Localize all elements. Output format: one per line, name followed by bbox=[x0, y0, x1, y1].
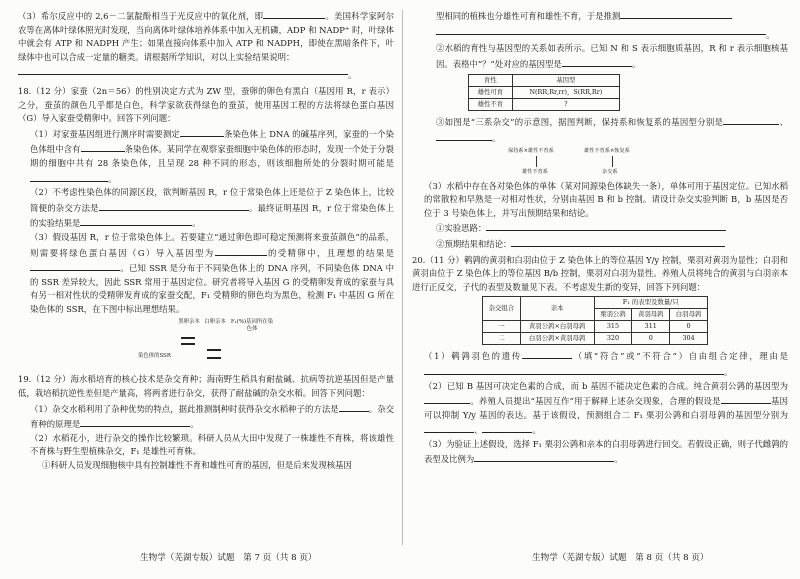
answer-blank[interactable] bbox=[436, 130, 492, 141]
table-cell: 雄性不育 bbox=[469, 99, 513, 111]
cross-arrow bbox=[612, 156, 613, 167]
answer-blank[interactable] bbox=[424, 393, 470, 404]
answer-blank[interactable] bbox=[721, 393, 771, 404]
table-row bbox=[483, 333, 708, 345]
q20-sub1: （1）鹌鹑羽色的遗传 （填“符合”或“不符合”）自由组合定律，理由是。 bbox=[412, 348, 788, 379]
answer-blank[interactable] bbox=[80, 416, 190, 427]
q17-part3: （3）希尔反应中的 2,6－二氯靛酚相当于光反应中的氧化剂，即 。美国科学家阿尔农等在离体叶绿体照光时发现，当向离体叶绿体培养体系中加入无机磷，ADP 和 NADP⁺ 时，叶绿体中就会有 ATP 和 NADPH 产生；如果直接向体系中加入 ATP 和 NADPH，即使在黑暗条件下，叶绿体中也可以合成一定量的糖类。请根据所学知识，对以上实验结果说明： bbox=[18, 8, 394, 64]
table-header: 育性 bbox=[469, 75, 513, 87]
three-line-cross-diagram bbox=[412, 148, 788, 178]
answer-line[interactable] bbox=[18, 64, 348, 75]
q20-stem: 20.（11 分）鹌鹑的黄羽和白羽由位于 Z 染色体上的等位基因 Y/y 控制，栗羽对黄羽为显性；白羽和黄羽由位于 Z 染色体上的等位基因 B/b 控制，栗羽对白羽为显性。养殖人员将纯合的黄羽与白羽亲本进行正反交，子代的表型及数量见下表。不考虑发生新的变异，回答下列问题： bbox=[412, 254, 788, 292]
q18-sub1: （1）对家蚕基因组进行测序时需要测定 条染色体上 DNA 的碱基序列，家蚕的一个染色体组中含有 条染色体。某同学在观察家蚕细胞中染色体的形态时，发现一个处于分裂期的细胞中共有 28 条染色体，且呈现 28 种不同的形态，则该细胞所处的分裂时期可能是。 bbox=[18, 126, 394, 186]
table-header-row bbox=[469, 75, 620, 87]
answer-blank[interactable] bbox=[562, 56, 632, 67]
gel-band bbox=[207, 357, 221, 359]
cross-child-sterile: 雄性不育系 bbox=[522, 168, 548, 175]
q19-sub3-idea: ①实验思路： bbox=[412, 220, 788, 236]
table-header: F₁ 的表型及数量/只 bbox=[594, 297, 707, 309]
answer-blank[interactable] bbox=[620, 8, 732, 19]
cross-parent-maintainer: 保持系×雄性不育系 bbox=[508, 147, 554, 154]
answer-blank[interactable] bbox=[81, 141, 125, 152]
cross-child-hybrid: 杂交系 bbox=[602, 168, 618, 175]
table-header: 黄羽母鹑 bbox=[632, 309, 670, 321]
gel-band bbox=[181, 343, 195, 345]
q19-sub2-part1: ①科研人员发现细胞核中具有控制雄性不育和雄性可育的基因，但是后来发现核基因 bbox=[42, 460, 352, 471]
answer-blank[interactable] bbox=[511, 236, 725, 247]
answer-blank[interactable] bbox=[215, 245, 267, 256]
answer-blank[interactable] bbox=[263, 8, 325, 19]
table-row bbox=[469, 87, 620, 99]
table-cell: 320 bbox=[594, 333, 632, 345]
table-header: 白羽母鹑 bbox=[670, 309, 708, 321]
table-cell: 311 bbox=[632, 321, 670, 333]
gel-band bbox=[181, 337, 195, 339]
answer-blank[interactable] bbox=[30, 260, 120, 271]
q18-stem: 18.（12 分）家蚕（2n＝56）的性别决定方式为 ZW 型，蚕卵的卵色有黑白（基因用 R，r 表示）之分，蚕茧的颜色几乎都是白色，科学家欲获得绿色的蚕茧，使用基因工程的方法将绿色蛋白基因（G）导入家蚕受精卵中。回答下列问题： bbox=[18, 85, 394, 124]
cross-arrow bbox=[536, 156, 537, 167]
q18-sub2: （2）不考虑性染色体的同源区段，欲判断基因 R，r 位于常染色体上还是位于 Z 染色体上，比较简便的杂交方法是 。最终证明基因 R，r 位于常染色体上的实验结果是 。 bbox=[30, 187, 394, 229]
gel-axis-label: 染色体的SSR bbox=[138, 353, 171, 360]
cross-result-table bbox=[482, 296, 708, 345]
q20-sub2: （2）已知 B 基因可决定色素的合成，而 b 基因不能决定色素的合成。纯合黄羽公鹑的基因型为。养殖人员提出“基因互作”用于解释上述杂交现象，合理的假设是 基因可以抑制 Y/y 基因的表达。基于该假设，预测组合二 F₁ 栗羽公鹑和白羽母鹑的基因型分别为、 。 bbox=[424, 380, 788, 436]
page-footer-right: 生物学（芜湖专版）试题 第 8 页（共 8 页） bbox=[532, 553, 709, 563]
table-cell: 0 bbox=[632, 333, 670, 345]
q19-stem: 19.（12 分）海水稻培育的核心技术是杂交育种；海南野生稻具有耐盐碱、抗病等抗逆基因但是产量低，栽培稻抗逆性差但是产量高，将两者进行杂交，获得了耐盐碱的杂交水稻。回答下列问题： bbox=[18, 374, 394, 399]
answer-blank[interactable] bbox=[482, 422, 532, 433]
table-cell: 304 bbox=[670, 333, 708, 345]
gel-label-f1: F₁(%)基因所在染色体 bbox=[230, 319, 274, 332]
gel-label-white: 白卵亲本 bbox=[204, 319, 226, 326]
table-cell: 315 bbox=[594, 321, 632, 333]
table-cell: 0 bbox=[670, 321, 708, 333]
table-header: 杂交组合 bbox=[483, 297, 521, 321]
table-row bbox=[469, 99, 620, 111]
q19-sub2-part2: ②水稻的育性与基因型的关系如表所示。已知 N 和 S 表示细胞质基因，R 和 r 表示细胞核基因。表格中“？”处对应的基因型是 。 bbox=[436, 43, 788, 69]
table-cell: N(RR,Rr,rr)，S(RR,Rr) bbox=[512, 87, 619, 99]
q19-sub3-result: ②预期结果和结论： bbox=[412, 236, 788, 252]
answer-blank[interactable] bbox=[424, 422, 474, 433]
answer-blank[interactable] bbox=[30, 171, 108, 182]
answer-blank[interactable] bbox=[486, 220, 726, 231]
q19-sub2-part3: ③如图是“三系杂交”的示意图，据图判断，保持系和恢复系的基因型分别是 、。 bbox=[412, 114, 788, 145]
q19-sub2: （2）水稻花小，进行杂交的操作比较繁琐。科研人员从大田中发现了一株雄性不育株，将该雄性不育株与野生型植株杂交，F₁ 是雄性可育株。 bbox=[30, 432, 394, 457]
q19-sub2-part1-cont: 型相同的植株也分雄性可育和雄性不育，于是推测 bbox=[412, 8, 788, 24]
answer-line[interactable] bbox=[436, 24, 766, 35]
table-header: 亲本 bbox=[520, 297, 594, 321]
table-cell: 二 bbox=[483, 333, 521, 345]
column-divider bbox=[402, 10, 403, 545]
answer-blank[interactable] bbox=[180, 126, 224, 137]
right-column: 型相同的植株也分雄性可育和雄性不育，于是推测 。 ②水稻的育性与基因型的关系如表所示。已知 N 和 S 表示细胞质基因，R 和 r 表示细胞核基因。表格中“？”处对应的基因型是 。 育性 基因型 雄性可育 N(RR,Rr,rr)，S(RR,Rr) 雄性不育 ? ③如图是“三系杂交”的示意图，据图判断，保持系和恢复系的基因型分别是 、。 保持系×雄性不育系 雄性不育系×恢复系 雄性不育系 杂交系 （3）水稻中存在各对染色体的单体（某对同源染色体缺失一条），单体可用于基因定位。已知水稻的常散粒和早熟是一对相对性状，分别由基因 B 和 b 控制。请设计杂交实验判断 B，b 基因是否位于 3 号染色体上，并写出预期结果和结论。 ①实验思路： ②预期结果和结论： 20.（11 分）鹌鹑的黄羽和白羽由位于 Z 染色体上的等位基因 Y/y 控制，栗羽对黄羽为显性；白羽和黄羽由位于 Z 染色体上的等位基因 B/b 控制，栗羽对白羽为显性。养殖人员将纯合的黄羽与白羽亲本进行正反交，子代的表型及数量见下表。不考虑发生新的变异，回答下列问题： 杂交组合 亲本 F₁ 的表型及数量/只 栗羽公鹑 黄羽母鹑 白羽母鹑 一 黄羽公鹑×白羽母鹑 315 311 0 二 白羽公鹑×黄羽母鹑 320 0 304 （1）鹌鹑羽色的遗传 （填“符合”或“不符合”）自由组合定律，理由是。 （2）已知 B 基因可决定色素的合成，而 b 基因不能决定色素的合成。纯合黄羽公鹑的基因型为。养殖人员提出“基因互作”用于解释上述杂交现象，合理的假设是 基因可以抑制 Y/y 基因的表达。基于该假设，预测组合二 F₁ 栗羽公鹑和白羽母鹑的基因型分别为、 。 （3）为验证上述假设，选择 F₁ 栗羽公鹑和亲本的白羽母鹑进行回交。若假设正确，则子代雌鹑的表型及比例为 。 bbox=[412, 8, 788, 548]
q20-sub3: （3）为验证上述假设，选择 F₁ 栗羽公鹑和亲本的白羽母鹑进行回交。若假设正确，则子代雌鹑的表型及比例为 。 bbox=[424, 438, 788, 465]
q19-sub1: （1）杂交水稻利用了杂种优势的特点，据此推测制种时获得杂交水稻种子的方法是 。杂交育种的原理是 。 bbox=[18, 401, 394, 432]
answer-blank[interactable] bbox=[522, 348, 572, 359]
table-cell: 白羽公鹑×黄羽母鹑 bbox=[520, 333, 594, 345]
table-header: 栗羽公鹑 bbox=[594, 309, 632, 321]
page-footer-left: 生物学（芜湖专版）试题 第 7 页（共 8 页） bbox=[140, 553, 317, 563]
answer-blank[interactable] bbox=[80, 215, 192, 226]
answer-blank[interactable] bbox=[723, 114, 779, 125]
table-row bbox=[483, 321, 708, 333]
gel-band bbox=[207, 349, 221, 351]
table-cell: 一 bbox=[483, 321, 521, 333]
answer-blank[interactable] bbox=[424, 364, 724, 375]
q18-sub3: （3）假设基因 R，r 位于常染色体上。若要建立“通过卵色即可稳定预测将来蚕茧颜色”的品系，则需要将绿色蛋白基因（G）导入基因型为 的受精卵中，且理想的结果是。已知 SSR 是分布于不同染色体上的 DNA 序列，不同染色体 DNA 中的 SSR 差异较大，因此 SSR 常用于基因定位。研究者将导入基因 G 的受精卵发育成的家蚕与具有另一相对性状的受精卵发育成的家蚕交配，F₁ 受精卵的卵色均为黑色，检测 F₁ 中基因 G 所在染色体的 SSR，在下图中标出理想结果。 bbox=[30, 231, 394, 314]
answer-blank[interactable] bbox=[474, 451, 614, 462]
fertility-genotype-table bbox=[468, 74, 620, 111]
table-cell: 雄性可育 bbox=[469, 87, 513, 99]
ssr-gel-figure bbox=[18, 319, 394, 371]
cross-parent-restorer: 雄性不育系×恢复系 bbox=[584, 147, 630, 154]
answer-blank[interactable] bbox=[339, 401, 369, 412]
table-cell: ? bbox=[512, 99, 619, 111]
q19-sub3: （3）水稻中存在各对染色体的单体（某对同源染色体缺失一条），单体可用于基因定位。已知水稻的常散粒和早熟是一对相对性状，分别由基因 B 和 b 控制。请设计杂交实验判断 B，b 基因是否位于 3 号染色体上，并写出预期结果和结论。 bbox=[424, 180, 788, 218]
left-column: （3）希尔反应中的 2,6－二氯靛酚相当于光反应中的氧化剂，即 。美国科学家阿尔农等在离体叶绿体照光时发现，当向离体叶绿体培养体系中加入无机磷，ADP 和 NADP⁺ 时，叶绿体中就会有 ATP 和 NADPH 产生；如果直接向体系中加入 ATP 和 NADPH，即使在黑暗条件下，叶绿体中也可以合成一定量的糖类。请根据所学知识，对以上实验结果说明： 。 18.（12 分）家蚕（2n＝56）的性别决定方式为 ZW 型，蚕卵的卵色有黑白（基因用 R，r 表示）之分，蚕茧的颜色几乎都是白色，科学家欲获得绿色的蚕茧，使用基因工程的方法将绿色蛋白基因（G）导入家蚕受精卵中。回答下列问题： （1）对家蚕基因组进行测序时需要测定 条染色体上 DNA 的碱基序列，家蚕的一个染色体组中含有 条染色体。某同学在观察家蚕细胞中染色体的形态时，发现一个处于分裂期的细胞中共有 28 条染色体，且呈现 28 种不同的形态，则该细胞所处的分裂时期可能是。 （2）不考虑性染色体的同源区段，欲判断基因 R，r 位于常染色体上还是位于 Z 染色体上，比较简便的杂交方法是 。最终证明基因 R，r 位于常染色体上的实验结果是 。 （3）假设基因 R，r 位于常染色体上。若要建立“通过卵色即可稳定预测将来蚕茧颜色”的品系，则需要将绿色蛋白基因（G）导入基因型为 的受精卵中，且理想的结果是。已知 SSR 是分布于不同染色体上的 DNA 序列，不同染色体 DNA 中的 SSR 差异较大，因此 SSR 常用于基因定位。研究者将导入基因 G 的受精卵发育成的家蚕与具有另一相对性状的受精卵发育成的家蚕交配，F₁ 受精卵的卵色均为黑色，检测 F₁ 中基因 G 所在染色体的 SSR，在下图中标出理想结果。 黑卵亲本 白卵亲本 F₁(%)基因所在染色体 染色体的SSR 19.（12 分）海水稻培育的核心技术是杂交育种；海南野生稻具有耐盐碱、抗病等抗逆基因但是产量低，栽培稻抗逆性差但是产量高，将两者进行杂交，获得了耐盐碱的杂交水稻。回答下列问题： （1）杂交水稻利用了杂种优势的特点，据此推测制种时获得杂交水稻种子的方法是 。杂交育种的原理是 。 （2）水稻花小，进行杂交的操作比较繁琐。科研人员从大田中发现了一株雄性不育株，将该雄性不育株与野生型植株杂交，F₁ 是雄性可育株。 ①科研人员发现细胞核中具有控制雄性不育和雄性可育的基因，但是后来发现核基因 bbox=[18, 8, 394, 548]
answer-blank[interactable] bbox=[99, 200, 249, 211]
table-header: 基因型 bbox=[512, 75, 619, 87]
table-cell: 黄羽公鹑×白羽母鹑 bbox=[520, 321, 594, 333]
gel-label-black: 黑卵亲本 bbox=[178, 319, 200, 326]
table-header-row bbox=[483, 297, 708, 309]
